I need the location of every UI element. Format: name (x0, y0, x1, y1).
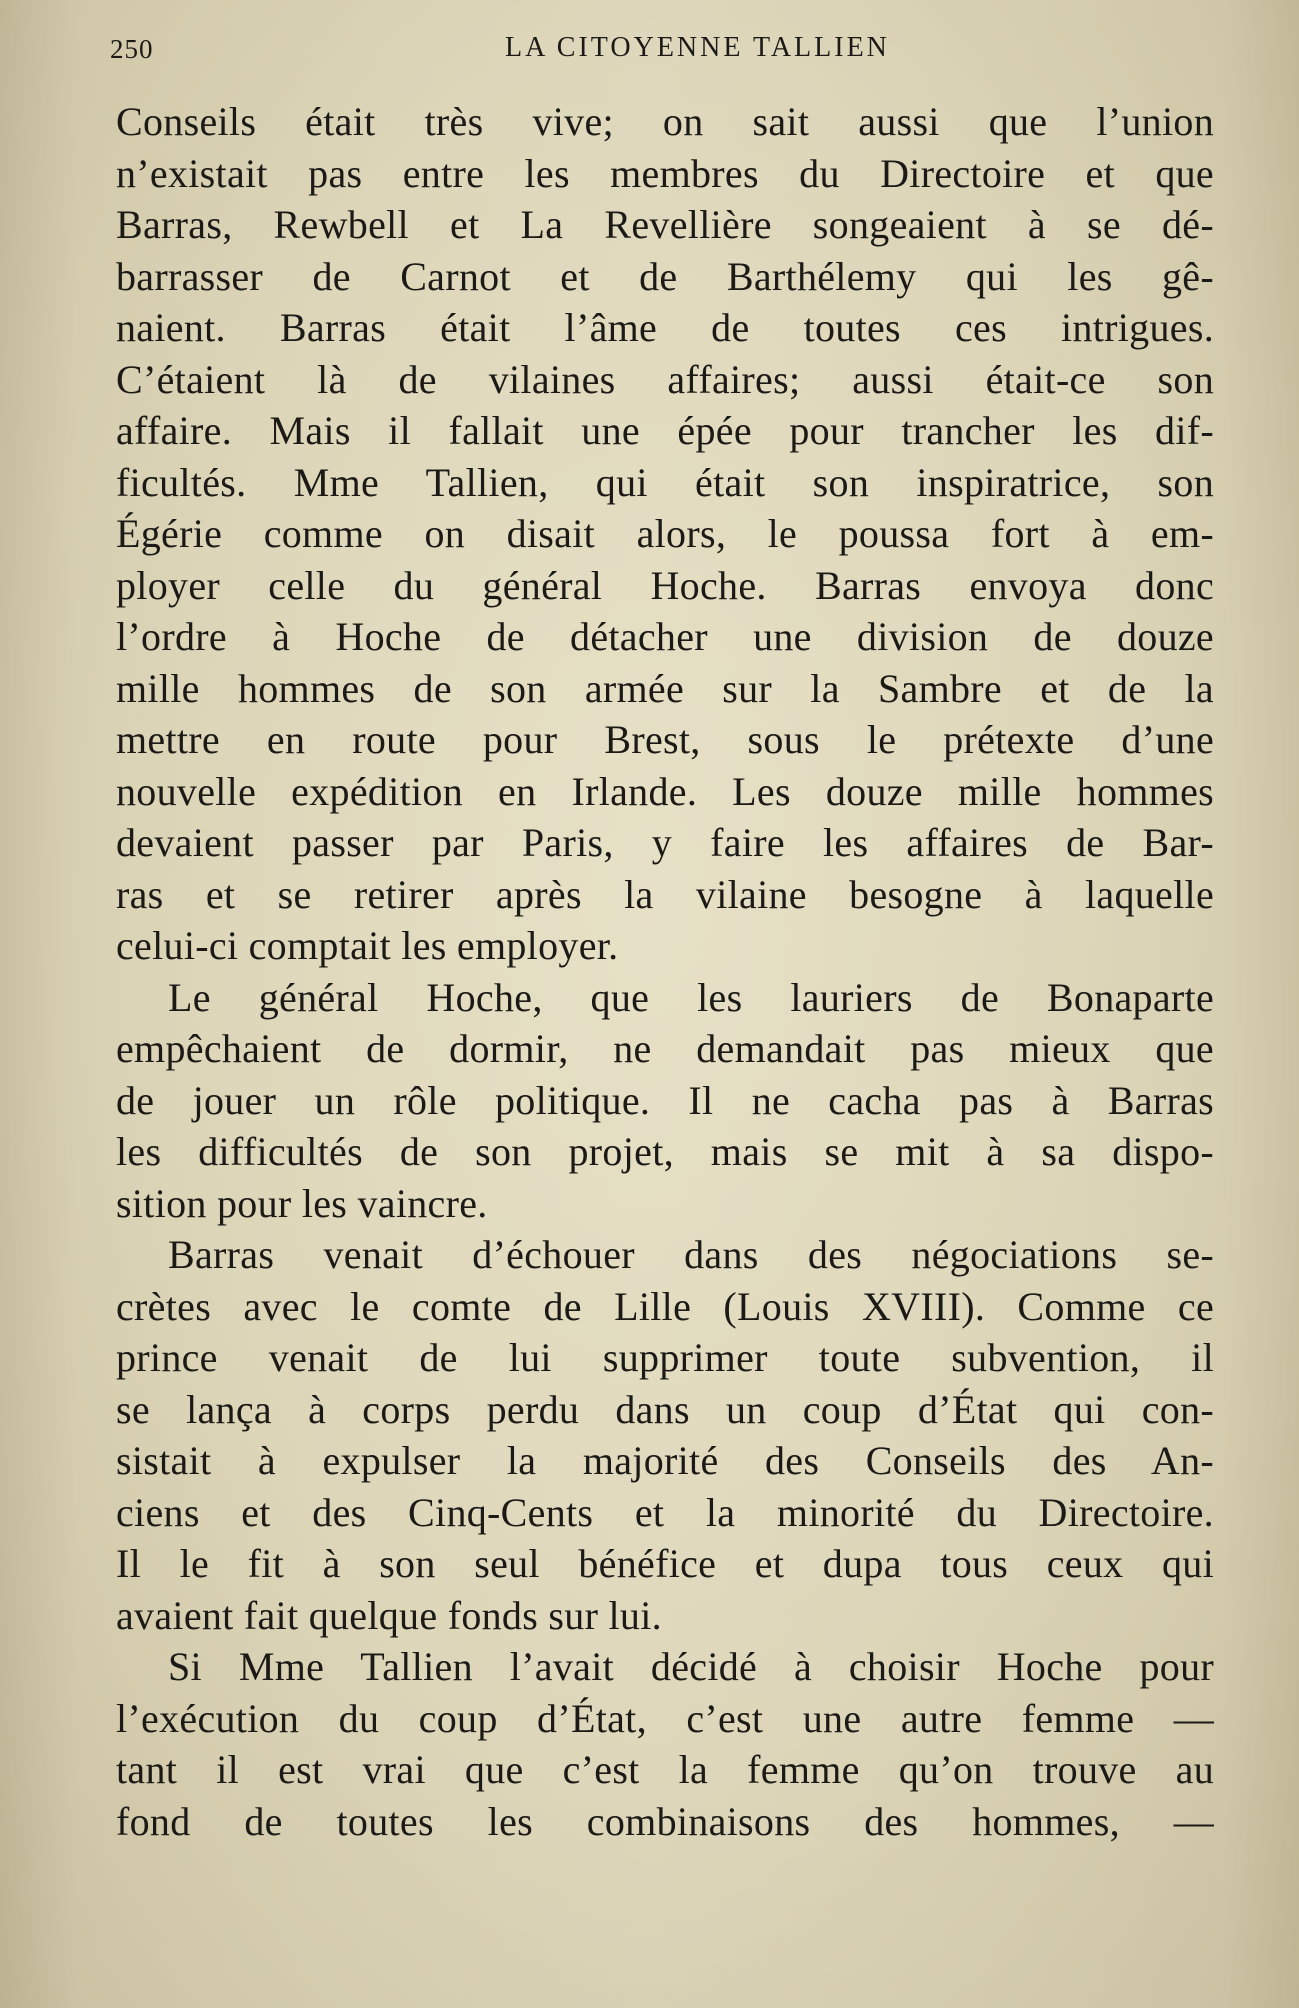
text-line: devaient passer par Paris, y faire les affaires de Bar- (116, 820, 1214, 865)
text-line: prince venait de lui supprimer toute subvention, il (116, 1335, 1214, 1380)
text-line: Si Mme Tallien l’avait décidé à choisir Hoche pour (168, 1644, 1214, 1689)
text-line: naient. Barras était l’âme de toutes ces intrigues. (116, 305, 1214, 350)
text-line: ficultés. Mme Tallien, qui était son inspiratrice, son (116, 459, 1214, 505)
body-text (116, 96, 1214, 1847)
text-line: ployer celle du général Hoche. Barras envoya donc (116, 562, 1214, 608)
text-line: ras et se retirer après la vilaine besogne à laquelle (116, 871, 1214, 917)
text-line: les difficultés de son projet, mais se mit à sa dispo- (116, 1129, 1214, 1174)
text-line: n’existait pas entre les membres du Directoire et que (116, 150, 1214, 196)
text-line: affaire. Mais il fallait une épée pour trancher les dif- (116, 408, 1214, 453)
paragraph (116, 1229, 1214, 1641)
text-line: se lança à corps perdu dans un coup d’État qui con- (116, 1386, 1214, 1432)
paragraph (116, 972, 1214, 1230)
text-line: empêchaient de dormir, ne demandait pas mieux que (116, 1026, 1214, 1071)
running-title: LA CITOYENNE TALLIEN (505, 32, 890, 63)
text-line: Barras venait d’échouer dans des négociations se- (168, 1232, 1214, 1277)
text-line: l’ordre à Hoche de détacher une division de douze (116, 614, 1214, 659)
page-number: 250 (110, 34, 154, 64)
text-line: crètes avec le comte de Lille (Louis XVIII). Comme ce (116, 1283, 1214, 1329)
text-line: ciens et des Cinq-Cents et la minorité du Directoire. (116, 1489, 1214, 1535)
paragraph (116, 1641, 1214, 1847)
text-line: de jouer un rôle politique. Il ne cacha pas à Barras (116, 1077, 1214, 1123)
text-line: mille hommes de son armée sur la Sambre et de la (116, 665, 1214, 711)
text-line: barrasser de Carnot et de Barthélemy qui les gê- (116, 253, 1214, 299)
paragraph (116, 96, 1214, 972)
text-line: Conseils était très vive; on sait aussi que l’union (116, 99, 1214, 144)
text-line: tant il est vrai que c’est la femme qu’on trouve au (116, 1747, 1214, 1792)
text-line: Il le fit à son seul bénéfice et dupa tous ceux qui (116, 1541, 1214, 1586)
text-line: avaient fait quelque fonds sur lui. (116, 1592, 662, 1638)
text-line: Égérie comme on disait alors, le poussa fort à em- (116, 511, 1214, 556)
text-line: Le général Hoche, que les lauriers de Bonaparte (168, 974, 1214, 1020)
text-line: l’exécution du coup d’État, c’est une autre femme — (116, 1695, 1214, 1741)
text-line: fond de toutes les combinaisons des hommes, — (116, 1798, 1214, 1844)
text-line: sition pour les vaincre. (116, 1180, 488, 1226)
text-line: mettre en route pour Brest, sous le prétexte d’une (116, 717, 1214, 762)
text-line: nouvelle expédition en Irlande. Les douze mille hommes (116, 768, 1214, 814)
text-line: C’étaient là de vilaines affaires; aussi était-ce son (116, 356, 1214, 402)
text-line: sistait à expulser la majorité des Conseils des An- (116, 1438, 1214, 1483)
text-line: Barras, Rewbell et La Revellière songeaient à se dé- (116, 202, 1214, 247)
page-header (110, 26, 1220, 74)
text-line: celui-ci comptait les employer. (116, 923, 619, 968)
